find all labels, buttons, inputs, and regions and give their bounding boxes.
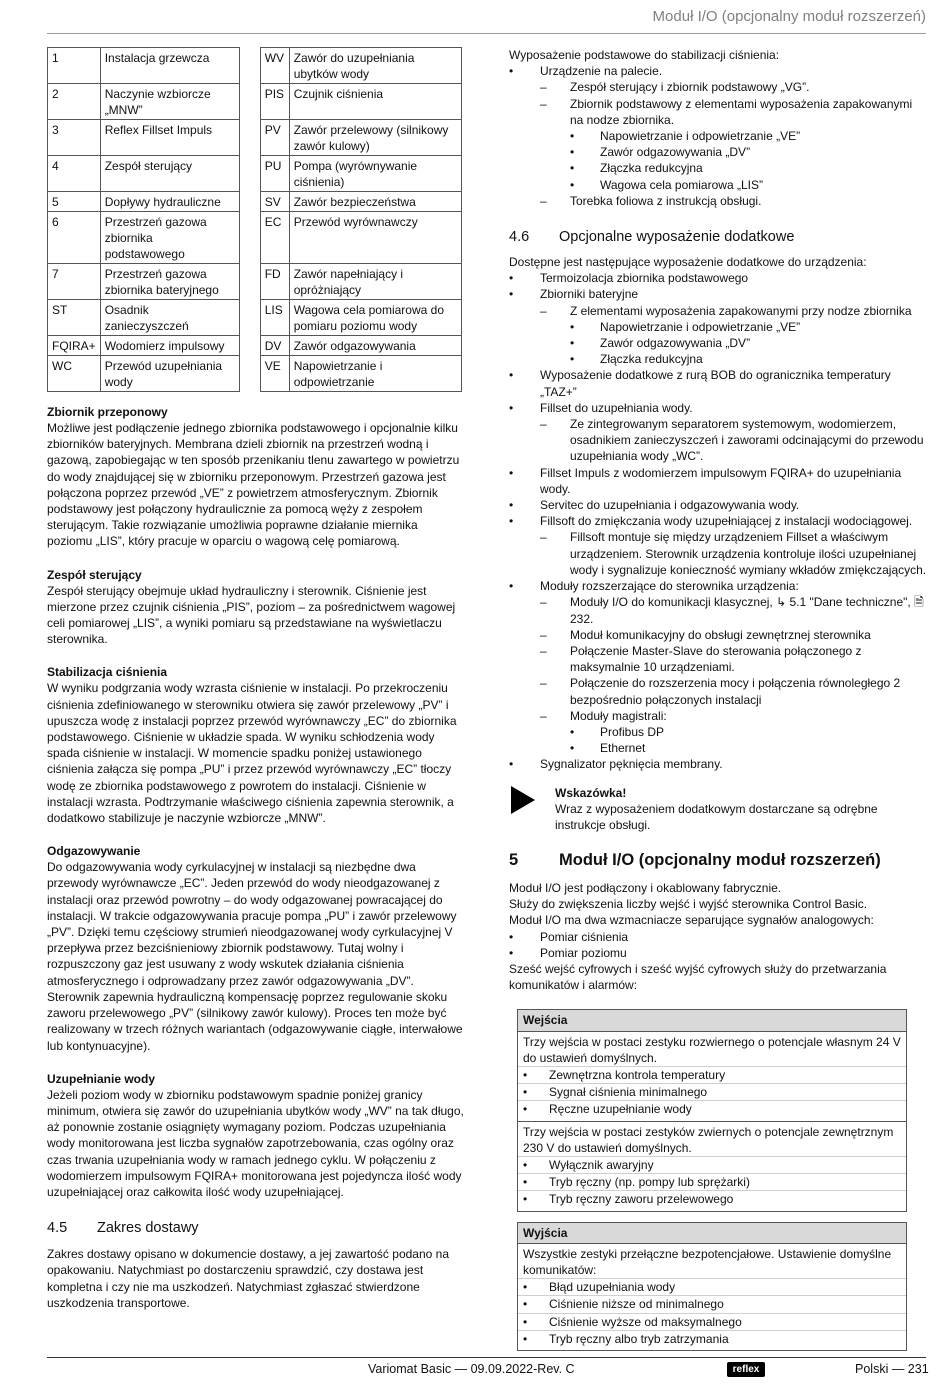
legend-gap: [239, 156, 260, 192]
list-item-text: Moduły I/O do komunikacji klasycznej, ↳ 5.1 "Dane techniczne", 🗎 232.: [570, 595, 924, 626]
legend-description: Zespół sterujący: [100, 156, 239, 192]
legend-description: Dopływy hydrauliczne: [100, 192, 239, 212]
legend-description: Zawór napełniający i opróżniający: [289, 264, 461, 300]
legend-gap: [239, 84, 260, 120]
list-item: [509, 160, 927, 176]
legend-description: Czujnik ciśnienia: [289, 84, 461, 120]
list-item-text: Zawór odgazowywania „DV”: [600, 336, 751, 351]
list-item: [509, 675, 927, 707]
list-item: [509, 724, 927, 740]
list-item: [509, 643, 927, 675]
dash-marker: –: [540, 676, 547, 691]
box-list-item: [518, 1083, 906, 1100]
legend-code: 3: [48, 120, 101, 156]
list-item: [509, 594, 927, 626]
bullet-marker: •: [509, 757, 514, 772]
legend-gap: [239, 356, 260, 392]
bullet-marker: •: [570, 161, 575, 176]
legend-gap: [239, 192, 260, 212]
legend-code: LIS: [260, 300, 289, 336]
opt-equipment-intro: Dostępne jest następujące wyposażenie dodatkowe do urządzenia:: [509, 255, 867, 270]
bullet-marker: •: [523, 1297, 528, 1312]
hint-title: Wskazówka!: [555, 785, 627, 800]
list-item-text: Zbiorniki bateryjne: [540, 287, 639, 302]
outputs-box: [517, 1222, 907, 1351]
legend-row: [48, 300, 462, 336]
heading-uzupelnianie: Uzupełnianie wody: [47, 1071, 156, 1086]
bullet-marker: •: [509, 498, 514, 513]
dash-marker: –: [540, 708, 547, 723]
list-item-text: Zbiornik podstawowy z elementami wyposażenia zapakowanymi na nodze zbiornika.: [570, 96, 913, 127]
list-item: [509, 286, 927, 302]
list-item-text: Wagowa cela pomiarowa „LIS”: [600, 177, 763, 192]
list-item-text: Fillsoft do zmiękczania wody uzupełniającej z instalacji wodociągowej.: [540, 514, 913, 529]
list-item-text: Wyposażenie dodatkowe z rurą BOB do ogranicznika temperatury „TAZ+”: [540, 368, 891, 399]
bullet-marker: •: [523, 1280, 528, 1295]
bullet-marker: •: [570, 724, 575, 739]
bullet-marker: •: [509, 400, 514, 415]
legend-code: FD: [260, 264, 289, 300]
list-item: [509, 144, 927, 160]
list-item-text: Połączenie Master-Slave do sterowania połączonego z maksymalnie 10 urządzeniami.: [570, 643, 862, 675]
legend-description: Osadnik zanieczyszczeń: [100, 300, 239, 336]
bullet-marker: •: [509, 287, 514, 302]
inputs-b-text: Trzy wejścia w postaci zestyków zwiernych o potencjale zewnętrznym 230 V do ustawień domyślnych.: [523, 1124, 894, 1155]
box-list-item-text: Ciśnienie wyższe od maksymalnego: [549, 1314, 742, 1329]
list-item-text: Z elementami wyposażenia zapakowanymi przy nodze zbiornika: [570, 303, 912, 318]
list-item: [509, 513, 927, 529]
legend-row: [48, 264, 462, 300]
bullet-marker: •: [523, 1192, 528, 1207]
outputs-group: [518, 1244, 906, 1350]
list-item: [509, 303, 927, 319]
box-list-item-text: Wyłącznik awaryjny: [549, 1157, 654, 1172]
right-column: [509, 47, 927, 1351]
legend-description: Wodomierz impulsowy: [100, 336, 239, 356]
list-item-text: Fillsoft montuje się między urządzeniem Fillset a właściwym urządzeniem. Sterownik urządzenia kontroluje ilości uzupełnianej wody i sygnalizuje konieczność wymiany wkładów zmiękczających.: [570, 530, 927, 577]
legend-code: PU: [260, 156, 289, 192]
bullet-marker: •: [509, 368, 514, 383]
box-list-item-text: Sygnał ciśnienia minimalnego: [549, 1085, 708, 1100]
inputs-group-a: [518, 1032, 906, 1121]
bullet-marker: •: [509, 929, 514, 944]
list-item: [509, 465, 927, 497]
bullet-marker: •: [509, 465, 514, 480]
legend-code: PV: [260, 120, 289, 156]
std-equipment-list: [509, 63, 927, 209]
list-item-text: Termoizolacja zbiornika podstawowego: [540, 271, 749, 286]
inputs-title: Wejścia: [518, 1010, 906, 1031]
legend-description: Zawór bezpieczeństwa: [289, 192, 461, 212]
page-header-title: Moduł I/O (opcjonalny moduł rozszerzeń): [652, 8, 926, 25]
legend-code: 4: [48, 156, 101, 192]
list-item: [509, 945, 927, 961]
box-list-item-text: Tryb ręczny zaworu przelewowego: [549, 1192, 734, 1207]
list-item: [509, 627, 927, 643]
legend-gap: [239, 300, 260, 336]
box-list-item: [518, 1278, 906, 1295]
list-item: [509, 63, 927, 79]
list-item-text: Napowietrzanie i odpowietrzanie „VE”: [600, 319, 801, 334]
dash-marker: –: [540, 193, 547, 208]
box-list-item: [518, 1330, 906, 1347]
list-item-text: Moduł komunikacyjny do obsługi zewnętrznej sterownika: [570, 627, 871, 642]
list-item: [509, 319, 927, 335]
legend-code: 5: [48, 192, 101, 212]
list-item: [509, 400, 927, 416]
bullet-marker: •: [570, 741, 575, 756]
legend-row: [48, 356, 462, 392]
legend-description: Zawór odgazowywania: [289, 336, 461, 356]
legend-description: Zawór przelewowy (silnikowy zawór kulowy): [289, 120, 461, 156]
legend-code: WC: [48, 356, 101, 392]
box-list-item: [518, 1295, 906, 1312]
box-list-item: [518, 1100, 906, 1117]
bullet-marker: •: [509, 514, 514, 529]
legend-code: 1: [48, 48, 101, 84]
bullet-marker: •: [509, 271, 514, 286]
list-item: [509, 79, 927, 95]
legend-gap: [239, 48, 260, 84]
legend-code: 6: [48, 212, 101, 264]
bullet-marker: •: [509, 945, 514, 960]
heading-zespol: Zespół sterujący: [47, 567, 142, 582]
heading-stabilizacja: Stabilizacja ciśnienia: [47, 665, 168, 680]
box-list-item-text: Błąd uzupełniania wody: [549, 1280, 676, 1295]
box-list-item: [518, 1173, 906, 1190]
legend-description: Przewód wyrównawczy: [289, 212, 461, 264]
legend-code: FQIRA+: [48, 336, 101, 356]
text-zbiornik: Możliwe jest podłączenie jednego zbiornika podstawowego i opcjonalnie kilku zbiorników bateryjnych. Membrana dzieli zbiornik na przestrzeń wodną i gazową, zapobiegając w ten sposób przenikaniu tlenu zawartego w powietrzu do wody znajdującej się w zbiorniku przeponowym. Przestrzeń gazowa jest połączona poprzez przewód „VE” z powietrzem atmosferycznym. Zbiornik podstawowy jest połączony hydraulicznie za pomocą węży z zespołem sterującym. Takie rozwiązanie umożliwia poprawne działanie miernika poziomu „LIS”, który pracuje w oparciu o wagową celę pomiarową.: [47, 421, 460, 549]
legend-code: 2: [48, 84, 101, 120]
list-item: [509, 708, 927, 724]
list-item: [509, 929, 927, 945]
dash-marker: –: [540, 530, 547, 545]
inputs-group-b: [518, 1121, 906, 1211]
text-zespol: Zespół sterujący obejmuje układ hydrauliczny i sterownik. Ciśnienie jest mierzone przez czujnik ciśnienia „PIS”, poziom – za pośrednictwem wagowej celi pomiarowej „LIS”, a wyniki pomiaru są przedstawiane na wyświetlaczu sterownika.: [47, 583, 456, 647]
list-item-text: Profibus DP: [600, 724, 665, 739]
list-item: [509, 270, 927, 286]
opt-equipment-list: [509, 270, 927, 772]
hint-box: [509, 785, 927, 833]
list-item-text: Torebka foliowa z instrukcją obsługi.: [570, 193, 762, 208]
legend-description: Naczynie wzbiorcze „MNW”: [100, 84, 239, 120]
legend-code: DV: [260, 336, 289, 356]
list-item-text: Napowietrzanie i odpowietrzanie „VE”: [600, 129, 801, 144]
box-list-item-text: Ręczne uzupełnianie wody: [549, 1102, 692, 1117]
box-list-item-text: Zewnętrzna kontrola temperatury: [549, 1067, 726, 1082]
legend-description: Zawór do uzupełniania ubytków wody: [289, 48, 461, 84]
bullet-marker: •: [509, 64, 514, 79]
box-list-item-text: Ciśnienie niższe od minimalnego: [549, 1297, 724, 1312]
legend-gap: [239, 336, 260, 356]
list-item: [509, 416, 927, 465]
list-item: [509, 740, 927, 756]
legend-row: [48, 212, 462, 264]
list-item-text: Sygnalizator pęknięcia membrany.: [540, 757, 723, 772]
module-text-1: Moduł I/O jest podłączony i okablowany fabrycznie.: [509, 880, 782, 895]
outputs-title: Wyjścia: [518, 1223, 906, 1244]
list-item-text: Ze zintegrowanym separatorem systemowym, wodomierzem, osadnikiem zanieczyszczeń i zaworami odcinającymi do przewodu uzupełniania wody „WC”.: [570, 417, 924, 464]
legend-code: SV: [260, 192, 289, 212]
std-equipment-intro: Wyposażenie podstawowe do stabilizacji ciśnienia:: [509, 48, 780, 62]
legend-code: EC: [260, 212, 289, 264]
text-odgazowywanie: Do odgazowywania wody cyrkulacyjnej w instalacji są niezbędne dwa przewody wyrównawcze „EC”. Jeden przewód do wody nieodgazowanej z instalacji oraz przewód powrotny – do wody odgazowanej powracającej do instalacji. W trakcie odgazowywania pracuje pompa „PU” i zawór przelewowy „PV”. Dzięki temu częściowy strumień nieodgazowanej wody cyrkulacyjnej V przepływa przez bezciśnieniowy zbiornik podstawowy. Tutaj wolny i rozpuszczony gaz jest usuwany z wody wskutek działania ciśnienia atmosferycznego i odprowadzany przez zawór odgazowywania „DV”. Sterownik zapewnia hydrauliczną kompensację poprzez regulowanie skoku zaworu przelewowego „PV” (silnikowy zawór kulowy). Proces ten może być realizowany w trzech różnych wariantach (odgazowywanie ciągłe, interwałowe lub kontynuacyjne).: [47, 860, 463, 1053]
bullet-marker: •: [523, 1157, 528, 1172]
inputs-a-text: Trzy wejścia w postaci zestyku rozwiernego o potencjale własnym 24 V do ustawień domyślnych.: [523, 1034, 901, 1065]
legend-description: Przestrzeń gazowa zbiornika podstawowego: [100, 212, 239, 264]
list-item: [509, 578, 927, 594]
list-item-text: Zawór odgazowywania „DV”: [600, 145, 751, 160]
box-list-item: [518, 1066, 906, 1083]
legend-row: [48, 156, 462, 192]
list-item-text: Servitec do uzupełniania i odgazowywania wody.: [540, 498, 800, 513]
bullet-marker: •: [523, 1067, 528, 1082]
list-item-text: Zespół sterujący i zbiornik podstawowy „VG”.: [570, 80, 810, 95]
legend-row: [48, 84, 462, 120]
box-list-item: [518, 1190, 906, 1207]
section-5-heading: 5 Moduł I/O (opcjonalny moduł rozszerzeń): [509, 850, 881, 869]
bullet-marker: •: [523, 1175, 528, 1190]
hint-arrow-icon: [511, 786, 535, 814]
bullet-marker: •: [570, 336, 575, 351]
legend-description: Wagowa cela pomiarowa do pomiaru poziomu wody: [289, 300, 461, 336]
outputs-text: Wszystkie zestyki przełączne bezpotencjałowe. Ustawienie domyślne komunikatów:: [523, 1246, 892, 1277]
legend-row: [48, 120, 462, 156]
list-item-text: Pomiar ciśnienia: [540, 929, 629, 944]
module-text-2: Służy do zwiększenia liczby wejść i wyjść sterownika Control Basic.: [509, 897, 868, 912]
heading-zbiornik: Zbiornik przeponowy: [47, 405, 168, 419]
list-item-text: Urządzenie na palecie.: [540, 64, 663, 79]
header-rule: [47, 33, 926, 34]
text-uzupelnianie: Jeżeli poziom wody w zbiorniku podstawowym spadnie poniżej granicy minimum, otwiera się zawór do uzupełniania ubytków wody „WV” na tak długo, aż ponownie zostanie osiągnięty wymagany poziom. Podczas uzupełniania wody monitorowana jest liczba sygnałów zapotrzebowania, czas ogólny oraz czas trwania uzupełniania wody w ramach jednego cyklu. W połączeniu z wodomierzem impulsowym FQIRA+ monitorowana jest pojedyncza ilość wody uzupełniającej oraz całkowita ilość wody uzupełniającej.: [47, 1087, 464, 1199]
legend-table: [47, 47, 462, 392]
legend-code: VE: [260, 356, 289, 392]
legend-code: PIS: [260, 84, 289, 120]
legend-description: Napowietrzanie i odpowietrzanie: [289, 356, 461, 392]
bullet-marker: •: [570, 145, 575, 160]
footer-rule: [47, 1357, 926, 1358]
legend-code: 7: [48, 264, 101, 300]
analog-signals-list: [509, 929, 927, 961]
list-item: [509, 177, 927, 193]
list-item: [509, 335, 927, 351]
list-item: [509, 529, 927, 578]
legend-row: [48, 336, 462, 356]
list-item: [509, 351, 927, 367]
list-item: [509, 756, 927, 772]
list-item-text: Połączenie do rozszerzenia mocy i połączenia równoległego 2 bezpośrednio połączonych instalacji: [570, 676, 901, 707]
legend-description: Reflex Fillset Impuls: [100, 120, 239, 156]
box-list-item: [518, 1313, 906, 1330]
section-4-6-heading: 4.6 Opcjonalne wyposażenie dodatkowe: [509, 229, 795, 246]
bullet-marker: •: [570, 129, 575, 144]
dash-marker: –: [540, 595, 547, 610]
bullet-marker: •: [523, 1085, 528, 1100]
box-list-item-text: Tryb ręczny (np. pompy lub sprężarki): [549, 1175, 750, 1190]
list-item-text: Pomiar poziomu: [540, 945, 627, 960]
legend-description: Przestrzeń gazowa zbiornika bateryjnego: [100, 264, 239, 300]
legend-gap: [239, 120, 260, 156]
legend-row: [48, 48, 462, 84]
text-zakres-dostawy: Zakres dostawy opisano w dokumencie dostawy, a jej zawartość podano na opakowaniu. Natychmiast po dostarczeniu sprawdzić, czy dostawa jest kompletna i czy nie ma uszkodzeń. Natychmiast zgłaszać stwierdzone uszkodzenia transportowe.: [47, 1247, 449, 1310]
legend-gap: [239, 212, 260, 264]
bullet-marker: •: [570, 319, 575, 334]
bullet-marker: •: [523, 1102, 528, 1117]
dash-marker: –: [540, 417, 547, 432]
box-list-item: [518, 1156, 906, 1173]
section-4-5-heading: 4.5 Zakres dostawy: [47, 1220, 199, 1237]
bullet-marker: •: [509, 579, 514, 594]
legend-code: ST: [48, 300, 101, 336]
module-text-4: Sześć wejść cyfrowych i sześć wyjść cyfrowych służy do przetwarzania komunikatów i alarmów:: [509, 961, 887, 993]
hint-text: Wraz z wyposażeniem dodatkowym dostarczane są odrębne instrukcje obsługi.: [555, 801, 878, 832]
list-item: [509, 128, 927, 144]
text-stabilizacja: W wyniku podgrzania wody wzrasta ciśnienie w instalacji. Po przekroczeniu ciśnienia zdefiniowanego w sterowniku otwiera się zawór przelewowy „PV” i upuszcza wodę z instalacji poprzez przewód wyrównawczy „EC” do zbiornika podstawowego. Ciśnienie w układzie spada. W wyniku schłodzenia wody spada ciśnienie w instalacji. W momencie spadku poniżej ustawionego ciśnienia załącza się pompa „PU” i przez przewód wyrównawczy „EC” tłoczy wodę ze zbiornika podstawowego z powrotem do instalacji. Ciśnienie w instalacji wzrasta. Podtrzymanie właściwego ciśnienia zapewnia sterownik, a dodatkowo stabilizuje je naczynie wzbiorcze „MNW”.: [47, 681, 457, 826]
legend-row: [48, 192, 462, 212]
dash-marker: –: [540, 627, 547, 642]
dash-marker: –: [540, 303, 547, 318]
dash-marker: –: [540, 96, 547, 111]
legend-gap: [239, 264, 260, 300]
legend-description: Instalacja grzewcza: [100, 48, 239, 84]
legend-description: Pompa (wyrównywanie ciśnienia): [289, 156, 461, 192]
bullet-marker: •: [570, 352, 575, 367]
list-item-text: Fillset Impuls z wodomierzem impulsowym FQIRA+ do uzupełniania wody.: [540, 465, 902, 496]
bullet-marker: •: [570, 177, 575, 192]
list-item-text: Złączka redukcyjna: [600, 161, 703, 176]
inputs-box: [517, 1009, 907, 1211]
list-item: [509, 497, 927, 513]
list-item-text: Fillset do uzupełniania wody.: [540, 400, 693, 415]
list-item-text: Moduły magistrali:: [570, 708, 667, 723]
list-item-text: Złączka redukcyjna: [600, 352, 703, 367]
list-item-text: Ethernet: [600, 741, 646, 756]
list-item: [509, 367, 927, 399]
bullet-marker: •: [523, 1314, 528, 1329]
left-column: [47, 47, 465, 1311]
reflex-logo: reflex: [727, 1362, 765, 1377]
list-item: [509, 193, 927, 209]
heading-odgazowywanie: Odgazowywanie: [47, 844, 141, 859]
dash-marker: –: [540, 643, 547, 658]
footer-document: Variomat Basic — 09.09.2022-Rev. C: [368, 1362, 575, 1376]
legend-description: Przewód uzupełniania wody: [100, 356, 239, 392]
footer-page-number: Polski — 231: [855, 1362, 929, 1376]
list-item-text: Moduły rozszerzające do sterownika urządzenia:: [540, 579, 799, 594]
bullet-marker: •: [523, 1331, 528, 1346]
list-item: [509, 96, 927, 128]
module-text-3: Moduł I/O ma dwa wzmacniacze separujące sygnałów analogowych:: [509, 913, 874, 928]
legend-code: WV: [260, 48, 289, 84]
box-list-item-text: Tryb ręczny albo tryb zatrzymania: [549, 1331, 729, 1346]
dash-marker: –: [540, 80, 547, 95]
